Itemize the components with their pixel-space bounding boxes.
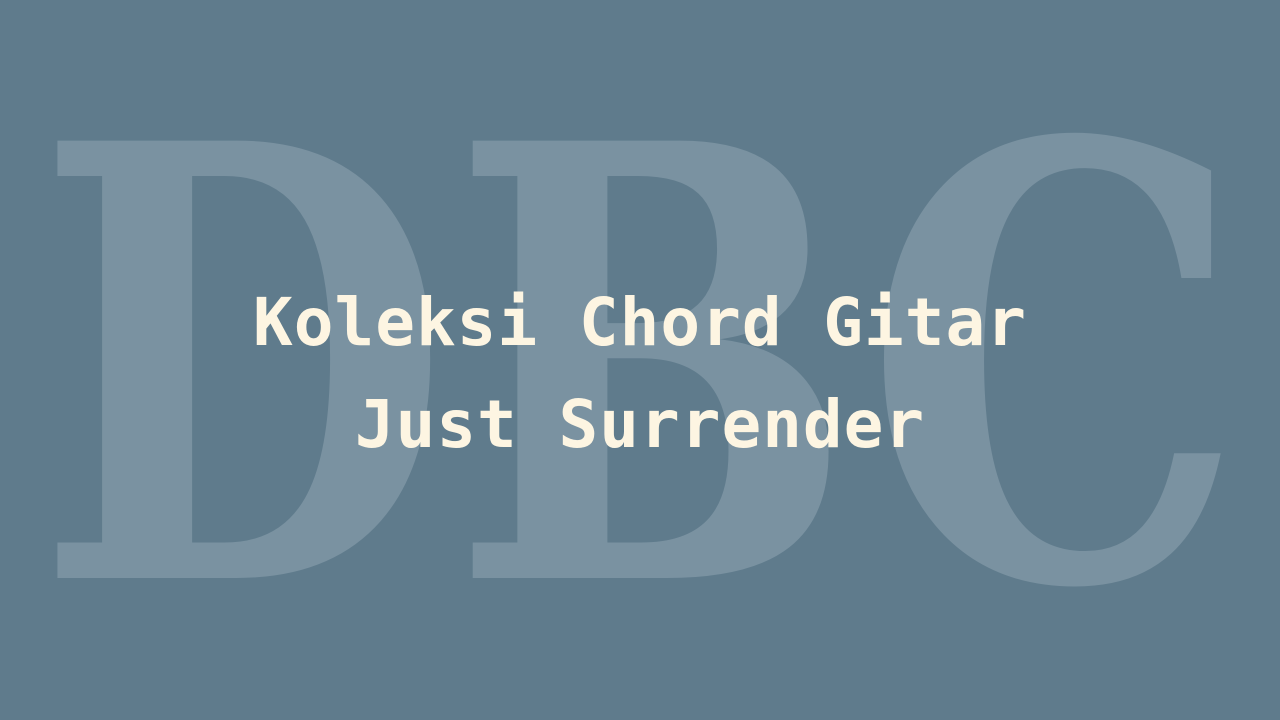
watermark-text: DBC <box>35 15 1245 720</box>
page-title <box>0 272 1280 476</box>
title-line-1: Koleksi Chord Gitar <box>253 284 1027 361</box>
title-line-2: Just Surrender <box>354 386 926 463</box>
